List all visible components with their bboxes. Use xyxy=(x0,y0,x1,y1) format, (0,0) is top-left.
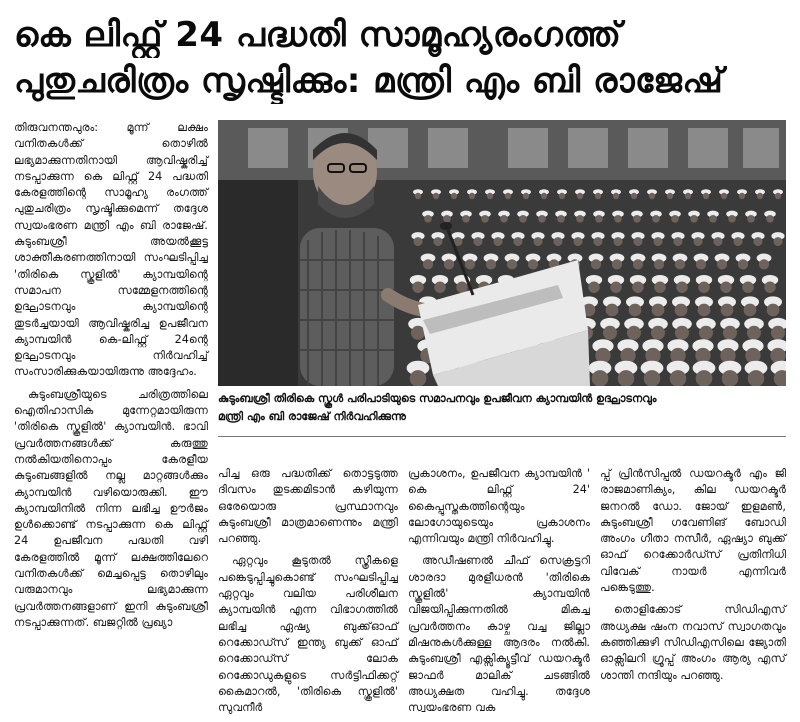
caption-divider xyxy=(218,436,786,437)
article-paragraph: ഏറ്റവും കൂടുതൽ സ്ത്രീകളെ പങ്കെടുപ്പിച്ചുകൊണ്ട് സംഘടിപ്പിച്ച ഏറ്റവും വലിയ പരിശീലന ക്യാമ്പയിൻ എന്ന വിഭാഗത്തിൽ ലഭിച്ച ഏഷ്യ ബുക്ക്ഓഫ് റെക്കോഡ്സ് ഇന്ത്യ ബുക്ക് ഓഫ് റെക്കോഡ്സ് ലോക റെക്കോഡുകളുടെ സർട്ടിഫിക്കറ്റ് കൈമാറൽ, 'തിരികെ സ്കൂളിൽ' സുവനീർ xyxy=(218,554,398,715)
photo-caption xyxy=(218,390,786,426)
article-paragraph: പിച്ച ഒരു പദ്ധതിക്ക് തൊട്ടടുത്ത ദിവസം തുടക്കമിടാൻ കഴിയുന്ന ഒരേയൊരു പ്രസ്ഥാനവും കുടുംബശ്രീ മാത്രമാണെന്നും മന്ത്രി പറഞ്ഞു. xyxy=(218,467,398,546)
article-paragraph: തിരുവനന്തപുരം: മൂന്ന് ലക്ഷം വനിതകൾക്ക് തൊഴിൽ ലഭ്യമാക്കുന്നതിനായി ആവിഷ്കരിച്ച് നടപ്പാക്കുന്ന കെ ലിഫ്റ്റ് 24 പദ്ധതി കേരളത്തിന്റെ സാമൂഹ്യ രംഗത്ത് പുതുചരിത്രം സൃഷ്ടിക്കുമെന്ന് തദ്ദേശ സ്വയംഭരണ മന്ത്രി എം ബി രാജേഷ്. കുടുംബശ്രീ അയൽക്കൂട്ട ശാക്തീകരണത്തിനായി സംഘടിപ്പിച്ച 'തിരികെ സ്കൂളിൽ' ക്യാമ്പയിന്റെ സമാപന സമ്മേളനത്തിന്റെ ഉദ്ഘാടനവും ക്യാമ്പയിന്റെ തുടർച്ചയായി ആവിഷ്കരിച്ച ഉപജീവന ക്യാമ്പയിൻ കെ-ലിഫ്റ്റ് 24ന്റെ ഉദ്ഘാടനവും നിർവഹിച്ച് സംസാരിക്കുകയായിരുന്നു അദ്ദേഹം. xyxy=(14,121,208,379)
article-column-3 xyxy=(408,466,590,722)
news-photo xyxy=(218,120,786,386)
headline-line-2: പുതുചരിത്രം സൃഷ്ടിക്കും: മന്ത്രി എം ബി രാജേഷ് xyxy=(14,61,724,101)
headline-line-1: കെ ലിഫ്റ്റ് 24 പദ്ധതി സാമൂഹ്യരംഗത്ത് xyxy=(14,15,622,55)
article-paragraph: തൊളിക്കോട് സിഡിഎസ് അധ്യക്ഷ ഷംന നവാസ് സ്വാഗതവും കഞ്ഞിക്കുഴി സിഡിഎസിലെ ജ്യോതി ഓക്സിലറി ഗ്രൂപ്പ് അംഗം ആര്യ എസ് ശാന്തി നന്ദിയും പറഞ്ഞു. xyxy=(600,603,786,682)
article-column-1 xyxy=(14,120,208,637)
article-column-2 xyxy=(218,466,398,722)
article-paragraph: അഡീഷണൽ ചീഫ് സെക്രട്ടറി ശാരദാ മുരളീധരൻ 'തിരികെ സ്കൂളിൽ' ക്യാമ്പയിൻ വിജയിപ്പിക്കുന്നതിൽ മികച്ച പ്രവർത്തനം കാഴ്ച വച്ച ജില്ലാ മിഷനുകൾക്കുള്ള ആദരം നൽകി. കുടുംബശ്രീ എക്സിക്യൂട്ടീവ് ഡയറക്ടർ ജാഫർ മാലിക് ചടങ്ങിൽ അധ്യക്ഷത വഹിച്ചു. തദ്ദേശ സ്വയംഭരണ വക xyxy=(408,554,590,715)
article-column-4 xyxy=(600,466,786,690)
article-paragraph: പ്പ് പ്രിൻസിപ്പൽ ഡയറക്ടർ എം ജി രാജമാണിക്യം, കില ഡയറക്ടർ ജനറൽ ഡോ. ജോയ് ഇളമൺ, കുടുംബശ്രീ ഗവേണിങ് ബോഡി അംഗം ഗീതാ നസീർ, ഏഷ്യാ ബുക്ക് ഓഫ് റെക്കോർഡ്സ് പ്രതിനിധി വിവേക് നായർ എന്നിവർ പങ്കെടുത്തു. xyxy=(600,467,786,595)
article-paragraph: പ്രകാശനം, ഉപജീവന ക്യാമ്പയിൻ ' കെ ലിഫ്റ്റ് 24' കൈപ്പുസ്തകത്തിന്റെയും ലോഗോയുടെയും പ്രകാശനം എന്നിവയും മന്ത്രി നിർവഹിച്ചു. xyxy=(408,467,590,546)
photo-illustration xyxy=(218,120,786,386)
article-paragraph: കുടുംബശ്രീയുടെ ചരിത്രത്തിലെ ഐതിഹാസിക മുന്നേറ്റമായിരുന്ന 'തിരികെ സ്കൂളിൽ' ക്യാമ്പയിൻ. ഭാവി പ്രവർത്തനങ്ങൾക്ക് കരുത്തു നൽകിയതിനൊപ്പം കേരളീയ കുടുംബങ്ങളിൽ നല്ല മാറ്റങ്ങൾക്കും ക്യാമ്പയിൻ വഴിയൊരുക്കി. ഈ ക്യാമ്പയിനിൽ നിന്ന ലഭിച്ച ഊർജം ഉൾക്കൊണ്ട് നടപ്പാക്കുന്ന കെ ലിഫ്റ്റ് 24 ഉപജീവന പദ്ധതി വഴി കേരളത്തിൽ മൂന്ന് ലക്ഷത്തിലേറെ വനിതകൾക്ക് മെച്ചപ്പെട്ട തൊഴിലും വരുമാനവും ലഭ്യമാക്കുന്ന പ്രവർത്തനങ്ങളാണ് ഇനി കുടുംബശ്രീ നടപ്പാക്കുന്നത്. ബജറ്റിൽ പ്രഖ്യാ xyxy=(14,387,208,629)
photo-caption-line-2: മന്ത്രി എം ബി രാജേഷ് നിർവഹിക്കുന്നു xyxy=(218,410,406,423)
photo-caption-line-1: കുടുംബശ്രീ തിരികെ സ്കൂൾ പരിപാടിയുടെ സമാപനവും ഉപജീവന ക്യാമ്പയിൻ ഉദ്ഘാടനവും xyxy=(218,392,657,405)
headline xyxy=(14,12,786,104)
